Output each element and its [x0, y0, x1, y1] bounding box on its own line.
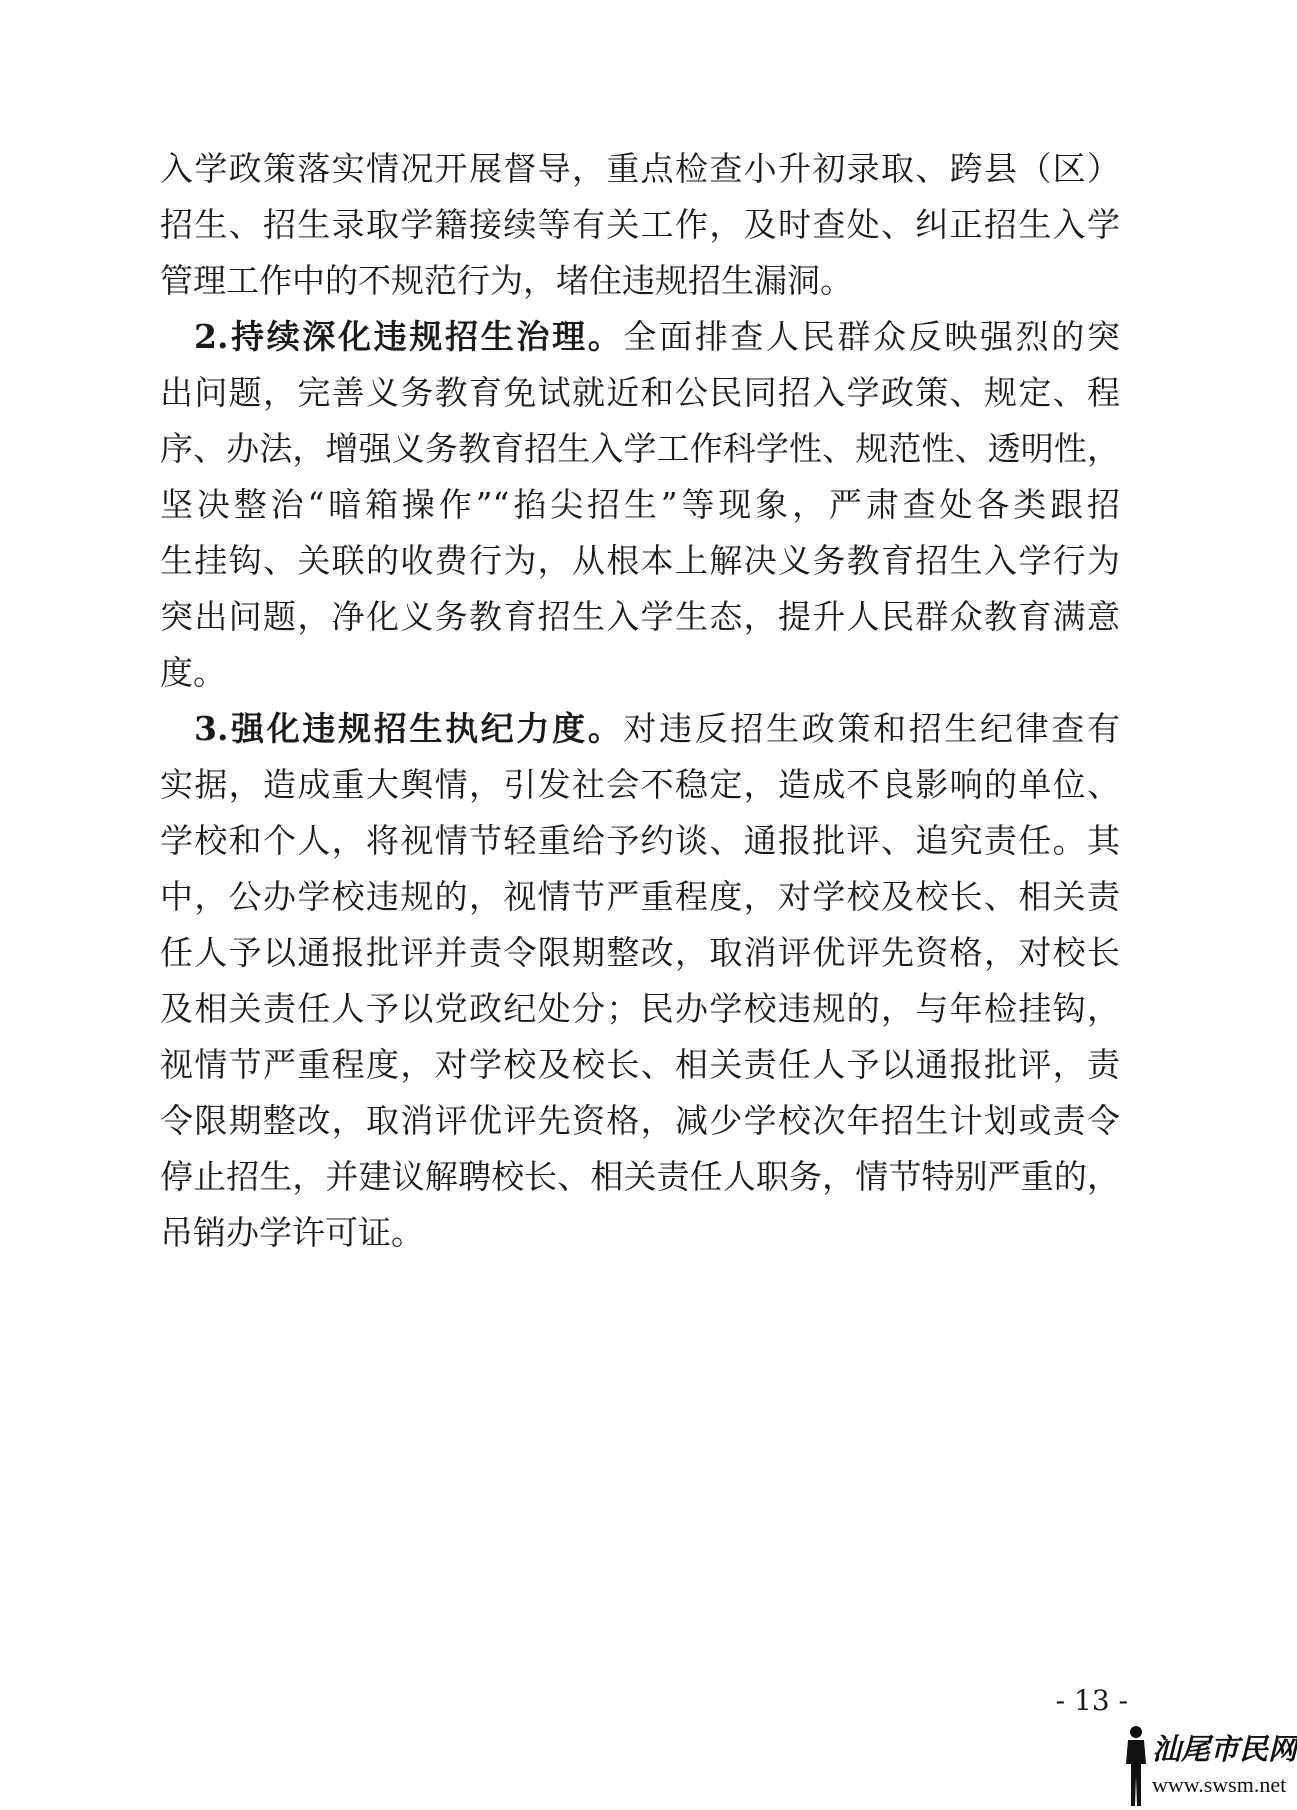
- paragraph-text: 对违反招生政策和招生纪律查有: [623, 709, 1121, 748]
- paragraph-line: 出问题，完善义务教育免试就近和公民同招入学政策、规定、程: [160, 373, 1120, 412]
- paragraph-line: [194, 317, 1120, 357]
- paragraph-line: 招生、招生录取学籍接续等有关工作，及时查处、纠正招生入学: [160, 205, 1120, 244]
- watermark-url: www.swsm.net: [1152, 1772, 1287, 1797]
- paragraph-line: 序、办法，增强义务教育招生入学工作科学性、规范性、透明性，: [160, 429, 1120, 468]
- paragraph-line: 及相关责任人予以党政纪处分；民办学校违规的，与年检挂钩，: [160, 989, 1120, 1028]
- paragraph-text: 全面排查人民群众反映强烈的突: [623, 317, 1121, 356]
- paragraph-line: 突出问题，净化义务教育招生入学生态，提升人民群众教育满意: [160, 597, 1120, 636]
- paragraph-line: 吊销办学许可证。: [160, 1213, 424, 1252]
- paragraph-line: 视情节严重程度，对学校及校长、相关责任人予以通报批评，责: [160, 1045, 1120, 1084]
- paragraph-line: 实据，造成重大舆情，引发社会不稳定，造成不良影响的单位、: [160, 765, 1120, 804]
- watermark-logo: [1122, 1724, 1297, 1810]
- paragraph-line: 管理工作中的不规范行为，堵住违规招生漏洞。: [160, 261, 853, 300]
- section-heading-3: 3.强化违规招生执纪力度。: [194, 709, 624, 748]
- person-silhouette-icon: [1122, 1724, 1150, 1808]
- paragraph-line: [194, 709, 1120, 749]
- paragraph-line: 令限期整改，取消评优评先资格，减少学校次年招生计划或责令: [160, 1101, 1120, 1140]
- section-heading-2: 2.持续深化违规招生治理。: [194, 317, 624, 356]
- paragraph-line: 停止招生，并建议解聘校长、相关责任人职务，情节特别严重的，: [160, 1157, 1120, 1196]
- paragraph-line: 中，公办学校违规的，视情节严重程度，对学校及校长、相关责: [160, 877, 1120, 916]
- page-number: - 13 -: [1055, 1684, 1128, 1717]
- paragraph-line: 学校和个人，将视情节轻重给予约谈、通报批评、追究责任。其: [160, 821, 1120, 860]
- paragraph-line: 生挂钩、关联的收费行为，从根本上解决义务教育招生入学行为: [160, 541, 1120, 580]
- paragraph-line: 坚决整治“暗箱操作”“掐尖招生”等现象，严肃查处各类跟招: [160, 485, 1120, 524]
- paragraph-line: 任人予以通报批评并责令限期整改，取消评优评先资格，对校长: [160, 933, 1120, 972]
- watermark-title: 汕尾市民网: [1152, 1732, 1297, 1766]
- paragraph-line: 入学政策落实情况开展督导，重点检查小升初录取、跨县（区）: [160, 149, 1120, 188]
- paragraph-line: 度。: [160, 653, 226, 692]
